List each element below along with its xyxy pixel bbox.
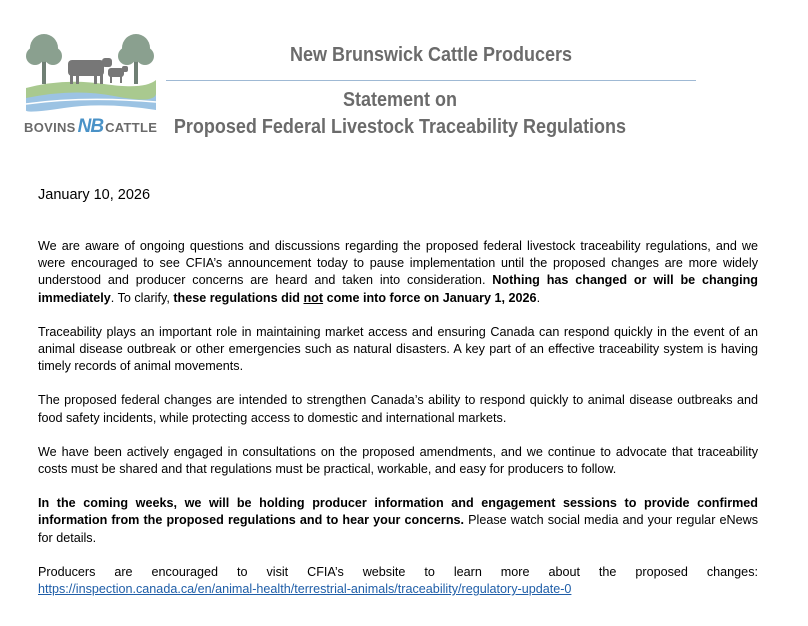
p1-bold-2 [173, 291, 536, 305]
org-title: New Brunswick Cattle Producers [289, 44, 573, 66]
p1-bold-underline: not [303, 290, 324, 305]
p1-text-2: . To clarify, [110, 290, 174, 305]
p6-text: Producers are encouraged to visit CFIA’s website to learn more about the proposed changes: [38, 564, 758, 579]
paragraph-6 [38, 564, 758, 598]
p5-text: Please watch social media and your regular eNews for details. [38, 513, 758, 545]
p1-bold-2a: these regulations did [173, 290, 304, 305]
statement-title-line1: Statement on [342, 89, 458, 111]
paragraph-5 [38, 495, 758, 547]
paragraph-1 [38, 238, 758, 307]
logo-text-bovins: BOVINS [24, 120, 76, 135]
statement-body [38, 238, 758, 615]
p1-text-3: . [536, 290, 541, 305]
paragraph-3: The proposed federal changes are intended to strengthen Canada’s ability to respond quickly to animal disease outbreaks and food safety incidents, while protecting access to domestic and international markets. [38, 393, 758, 425]
cfia-link[interactable]: https://inspection.canada.ca/en/animal-health/terrestrial-animals/traceability/regulatory-update-0 [38, 582, 572, 597]
p1-bold-1: Nothing has changed or will be changing immediately [38, 273, 758, 305]
logo-text-nb: NB [77, 116, 104, 137]
logo-text-cattle: CATTLE [105, 120, 158, 135]
paragraph-2: Traceability plays an important role in maintaining market access and ensuring Canada can respond quickly in the event of an animal disease outbreak or other emergencies such as natural disasters. A key part of an effective traceability system is having timely records of animal movements. [38, 324, 758, 374]
header-divider [166, 80, 696, 81]
p5-bold: In the coming weeks, we will be holding producer information and engagement sessions to provide confirmed information from the proposed regulations and to hear your concerns. [38, 496, 758, 528]
statement-date: January 10, 2026 [38, 187, 151, 203]
statement-title-line2: Proposed Federal Livestock Traceability Regulations [173, 116, 627, 138]
p1-text-1: We are aware of ongoing questions and discussions regarding the proposed federal livestock traceability regulations, and we were encouraged to see CFIA’s announcement today to pause implementation until the proposed changes are more widely understood and producer concerns are heard and taken into consideration. [38, 239, 758, 288]
paragraph-4: We have been actively engaged in consultations on the proposed amendments, and we continue to advocate that traceability costs must be shared and that regulations must be practical, workable, and easy for producers to follow. [38, 444, 758, 477]
p1-bold-2b: come into force on January 1, 2026 [323, 290, 537, 305]
